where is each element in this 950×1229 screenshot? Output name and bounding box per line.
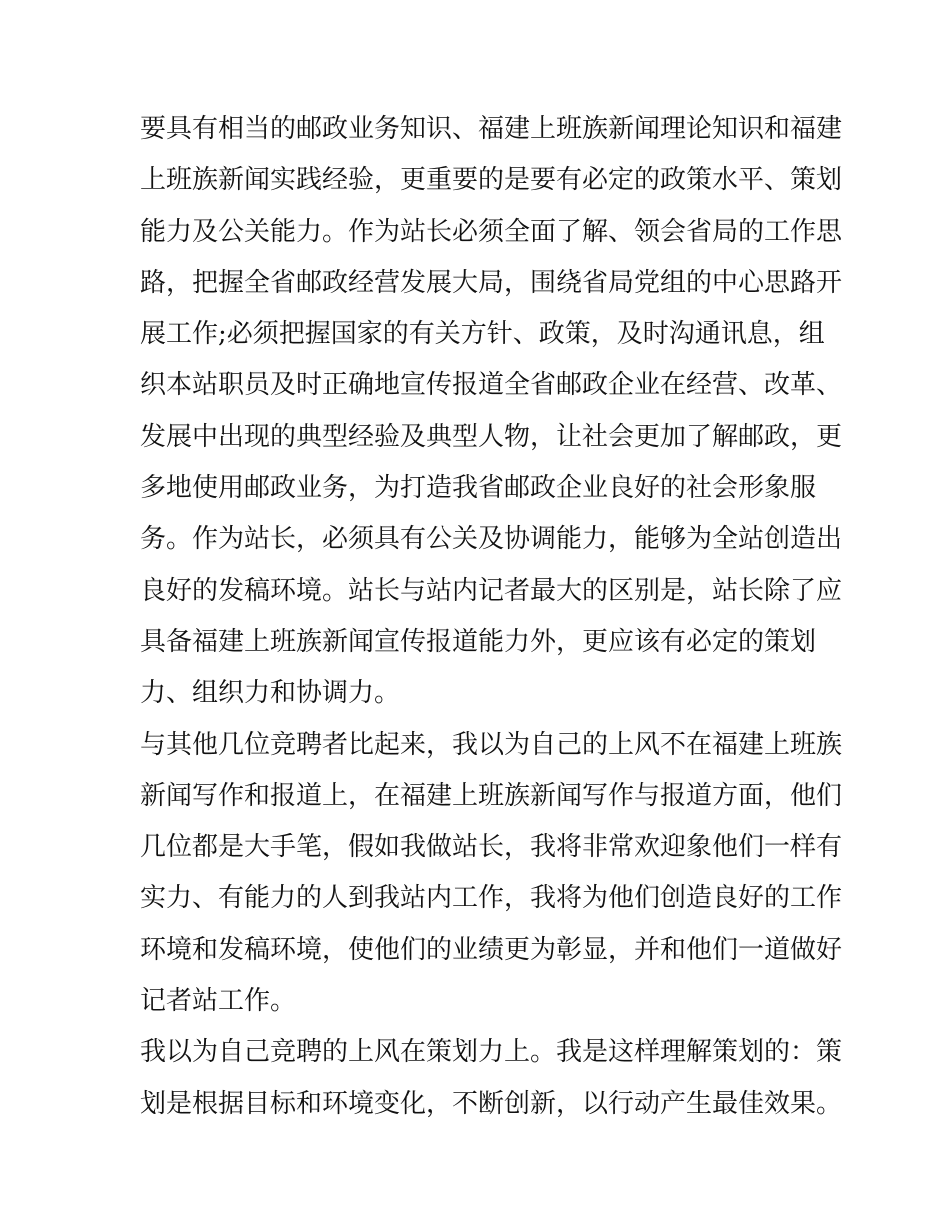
text-line: 上班族新闻实践经验，更重要的是要有必定的政策水平、策划: [140, 165, 843, 196]
text-line: 良好的发稿环境。站长与站内记者最大的区别是，站长除了应: [140, 575, 843, 606]
paragraph-2: [140, 720, 843, 1028]
text-line: 具备福建上班族新闻宣传报道能力外，更应该有必定的策划: [140, 626, 817, 657]
text-line: 新闻写作和报道上，在福建上班族新闻写作与报道方面，他们: [140, 780, 843, 811]
text-line: 与其他几位竞聘者比起来，我以为自己的上风不在福建上班族: [140, 729, 843, 760]
paragraph-1: [140, 104, 843, 720]
document-body: [140, 104, 843, 1130]
text-line: 要具有相当的邮政业务知识、福建上班族新闻理论知识和福建: [140, 114, 843, 144]
text-line: 能力及公关能力。作为站长必须全面了解、领会省局的工作思: [140, 216, 843, 247]
text-line: 发展中出现的典型经验及典型人物，让社会更加了解邮政，更: [140, 421, 843, 452]
text-line: 我以为自己竞聘的上风在策划力上。我是这样理解策划的：策: [140, 1037, 843, 1068]
text-line: 几位都是大手笔，假如我做站长，我将非常欢迎象他们一样有: [140, 832, 843, 863]
text-line: 环境和发稿环境，使他们的业绩更为彰显，并和他们一道做好: [140, 934, 843, 965]
text-line: 力、组织力和协调力。: [140, 678, 401, 709]
text-line: 务。作为站长，必须具有公关及协调能力，能够为全站创造出: [140, 524, 843, 555]
text-line: 记者站工作。: [140, 986, 297, 1017]
text-line: 展工作;必须把握国家的有关方针、政策，及时沟通讯息，组: [140, 319, 825, 350]
paragraph-3: [140, 1027, 843, 1130]
text-line: 实力、有能力的人到我站内工作，我将为他们创造良好的工作: [140, 883, 843, 914]
text-line: 路，把握全省邮政经营发展大局，围绕省局党组的中心思路开: [140, 267, 843, 298]
text-line: 织本站职员及时正确地宣传报道全省邮政企业在经营、改革、: [140, 370, 843, 401]
text-line: 划是根据目标和环境变化，不断创新，以行动产生最佳效果。: [140, 1088, 843, 1119]
text-line: 多地使用邮政业务，为打造我省邮政企业良好的社会形象服: [140, 473, 817, 504]
